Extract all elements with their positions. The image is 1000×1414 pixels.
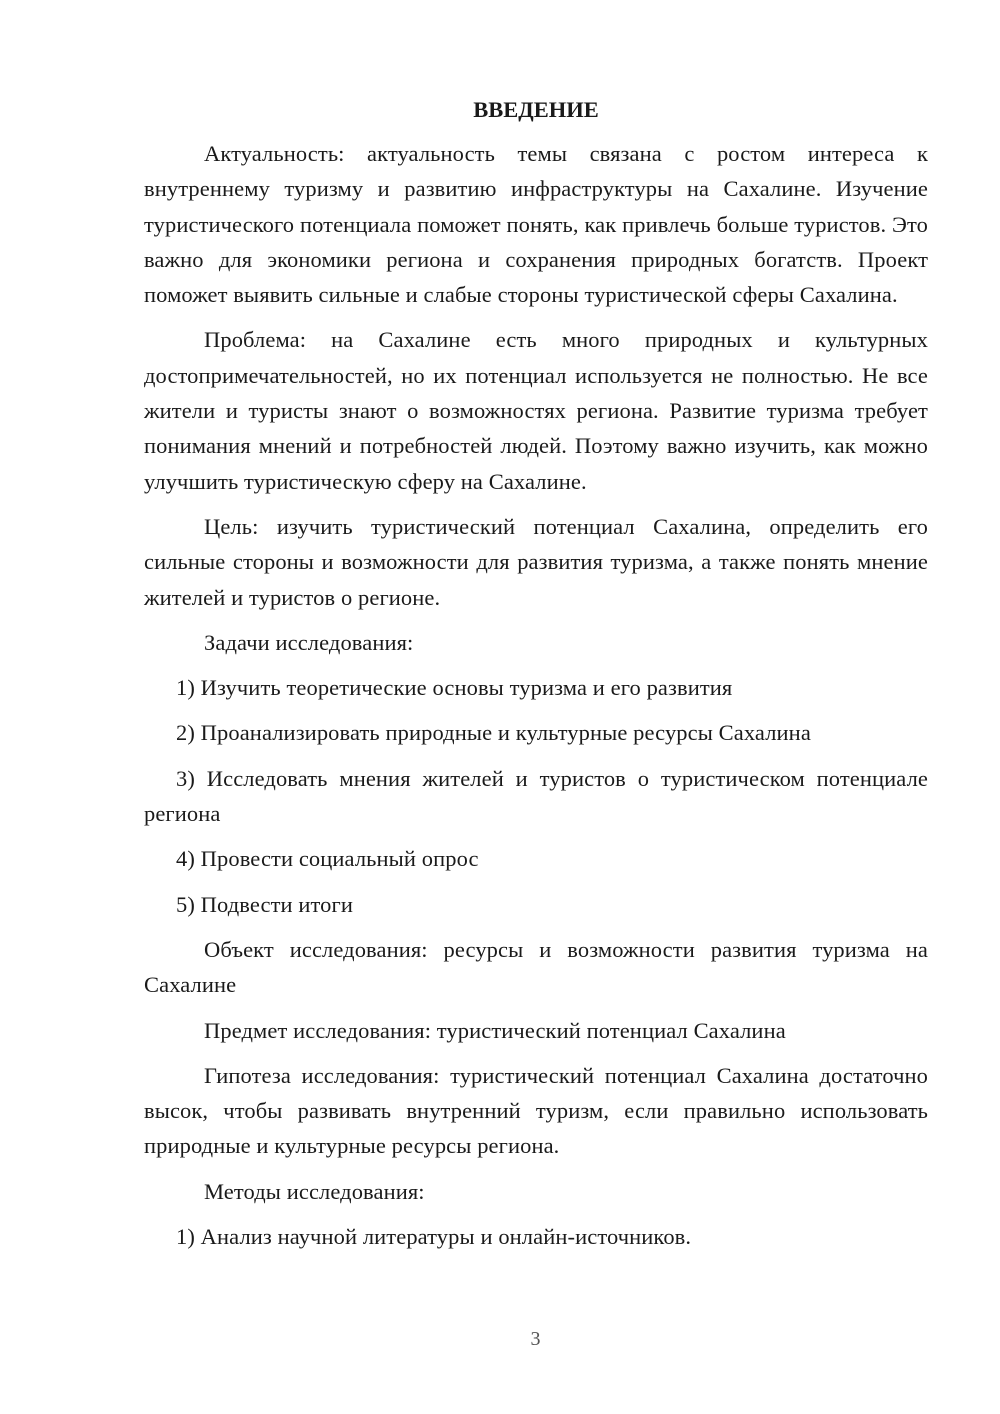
paragraph-subject: Предмет исследования: туристический потенциал Сахалина: [204, 1017, 786, 1043]
methods-title: Методы исследования:: [204, 1178, 425, 1204]
paragraph-problem: Проблема: на Сахалине есть много природных и культурных достопримечательностей, но их потенциал используется не полностью. Не все жители и туристы знают о возможностях региона. Развитие туризма требует понимания мнений и потребностей людей. Поэтому важно изучить, как можно улучшить туристическую сферу на Сахалине.: [144, 327, 928, 494]
task-item: 1) Изучить теоретические основы туризма и его развития: [176, 675, 733, 701]
tasks-title: Задачи исследования:: [204, 629, 414, 655]
task-item: 5) Подвести итоги: [176, 891, 353, 917]
task-item: 4) Провести социальный опрос: [176, 846, 479, 872]
page-number: 3: [530, 1328, 541, 1350]
task-item: 3) Исследовать мнения жителей и туристов о туристическом потенциале региона: [144, 765, 928, 827]
method-item: 1) Анализ научной литературы и онлайн-источников.: [176, 1224, 692, 1250]
paragraph-relevance: Актуальность: актуальность темы связана с ростом интереса к внутреннему туризму и развитию инфраструктуры на Сахалине. Изучение туристического потенциала поможет понять, как привлечь больше туристов. Это важно для экономики региона и сохранения природных богатств. Проект поможет выявить сильные и слабые стороны туристической сферы Сахалина.: [144, 141, 928, 308]
paragraph-object: Объект исследования: ресурсы и возможности развития туризма на Сахалине: [144, 936, 928, 998]
task-item: 2) Проанализировать природные и культурные ресурсы Сахалина: [176, 720, 811, 746]
document-page: [144, 94, 928, 1264]
paragraph-goal: Цель: изучить туристический потенциал Сахалина, определить его сильные стороны и возможности для развития туризма, а также понять мнение жителей и туристов о регионе.: [144, 513, 928, 610]
paragraph-hypothesis: Гипотеза исследования: туристический потенциал Сахалина достаточно высок, чтобы развивать внутренний туризм, если правильно использовать природные и культурные ресурсы региона.: [144, 1062, 928, 1159]
section-heading: ВВЕДЕНИЕ: [473, 97, 599, 122]
